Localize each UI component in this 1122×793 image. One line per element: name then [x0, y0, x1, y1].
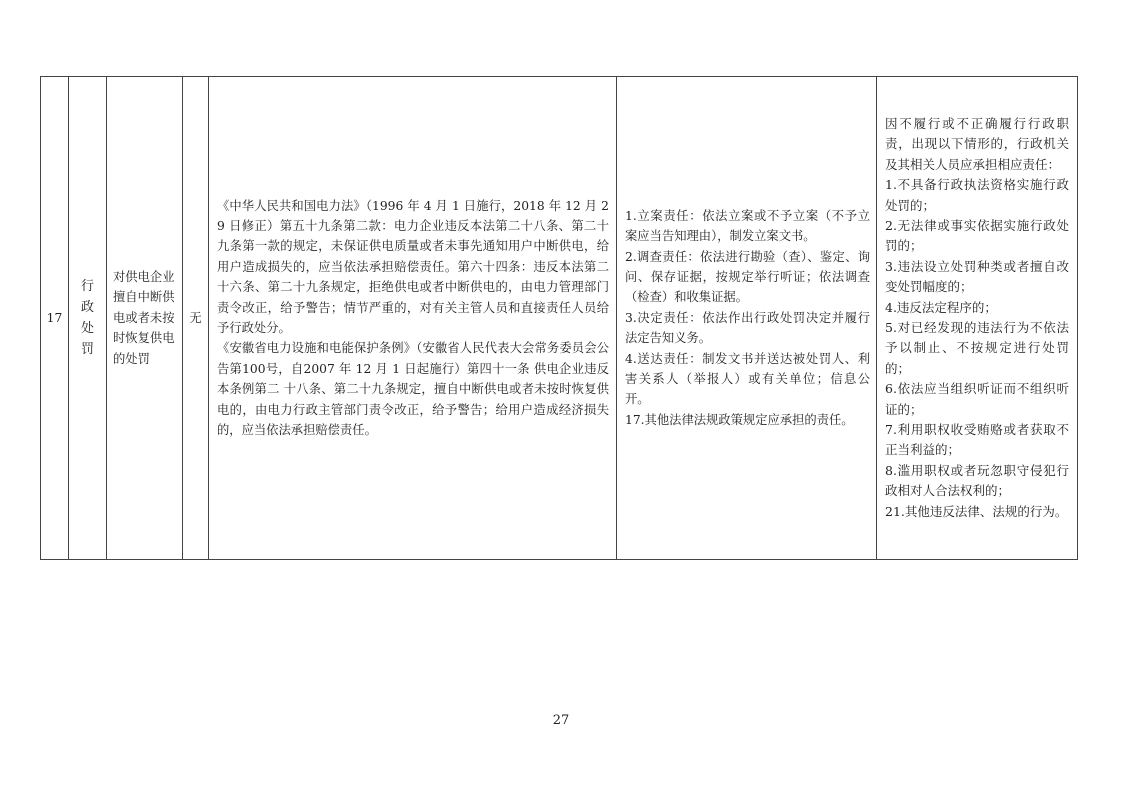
- responsibility-item: 2.调查责任：依法进行勘验（查）、鉴定、询问、保存证据，按规定举行听证；依法调查（检查）和收集证据。: [625, 249, 870, 305]
- item-name-text: 对供电企业擅自中断供电或者未按时恢复供电的处罚: [113, 269, 175, 366]
- accountability-item: 3.违法设立处罚种类或者擅自改变处罚幅度的；: [885, 258, 1069, 295]
- responsibility-cell: [617, 77, 877, 560]
- accountability-item: 5.对已经发现的违法行为不依法予以制止、不按规定进行处罚的；: [885, 320, 1069, 376]
- responsibility-item: 4.送达责任：制发文书并送达被处罚人、利害关系人（举报人）或有关单位；信息公开。: [625, 351, 870, 407]
- accountability-item: 7.利用职权收受贿赂或者获取不正当利益的；: [885, 422, 1069, 458]
- legal-basis-cell: [209, 77, 617, 560]
- table-row: [41, 77, 1078, 560]
- accountability-item: 8.滥用职权或者玩忽职守侵犯行政相对人合法权利的；: [885, 462, 1069, 499]
- item-name-cell: [107, 77, 183, 560]
- accountability-item: 因不履行或不正确履行行政职责，出现以下情形的，行政机关及其相关人员应承担相应责任：: [885, 115, 1069, 172]
- row-number-cell: [41, 77, 69, 560]
- legal-basis-paragraph: 《安徽省电力设施和电能保护条例》（安徽省人民代表大会常务委员会公告第100号，自2007 年 12 月 1 日起施行）第四十一条 供电企业违反本条例第二 十八条、第二十九条规定，擅自中断供电或者未按时恢复供电的，由电力行政主管部门责令改正，给予警告；给用户造成经济损失的，应当依法承担赔偿责任。: [217, 341, 609, 438]
- accountability-item: 21.其他违反法律、法规的行为。: [885, 503, 1068, 519]
- category-text: 行政处罚: [80, 279, 94, 357]
- accountability-item: 1.不具备行政执法资格实施行政处罚的；: [885, 177, 1069, 213]
- responsibility-item: 3.决定责任：依法作出行政处罚决定并履行法定告知义务。: [625, 310, 870, 346]
- category-cell: [69, 77, 107, 560]
- responsibility-table: [40, 76, 1078, 560]
- accountability-item: 2.无法律或事实依据实施行政处罚的；: [885, 217, 1069, 254]
- responsibility-item: 1.立案责任：依法立案或不予立案（不予立案应当告知理由），制发立案文书。: [625, 208, 870, 244]
- accountability-item: 6.依法应当组织听证而不组织听证的；: [885, 381, 1069, 417]
- subitem-text: 无: [189, 310, 202, 325]
- subitem-cell: [183, 77, 209, 560]
- accountability-item: 4.违反法定程序的；: [885, 299, 997, 315]
- page-number: 27: [552, 713, 570, 728]
- legal-basis-paragraph: 《中华人民共和国电力法》（1996 年 4 月 1 日施行，2018 年 12 月 29 日修正）第五十九条第二款：电力企业违反本法第二十八条、第二十九条第一款的规定，未保证供电质量或者未事先通知用户中断供电，给用户造成损失的，应当依法承担赔偿责任。第六十四条：违反本法第二十六条、第二十九条规定，拒绝供电或者中断供电的，由电力管理部门责令改正，给予警告；情节严重的，对有关主管人员和直接责任人员给予行政处分。: [217, 198, 609, 335]
- accountability-cell: [877, 77, 1078, 560]
- responsibility-item: 17.其他法律法规政策规定应承担的责任。: [625, 412, 854, 427]
- row-number: 17: [46, 310, 63, 325]
